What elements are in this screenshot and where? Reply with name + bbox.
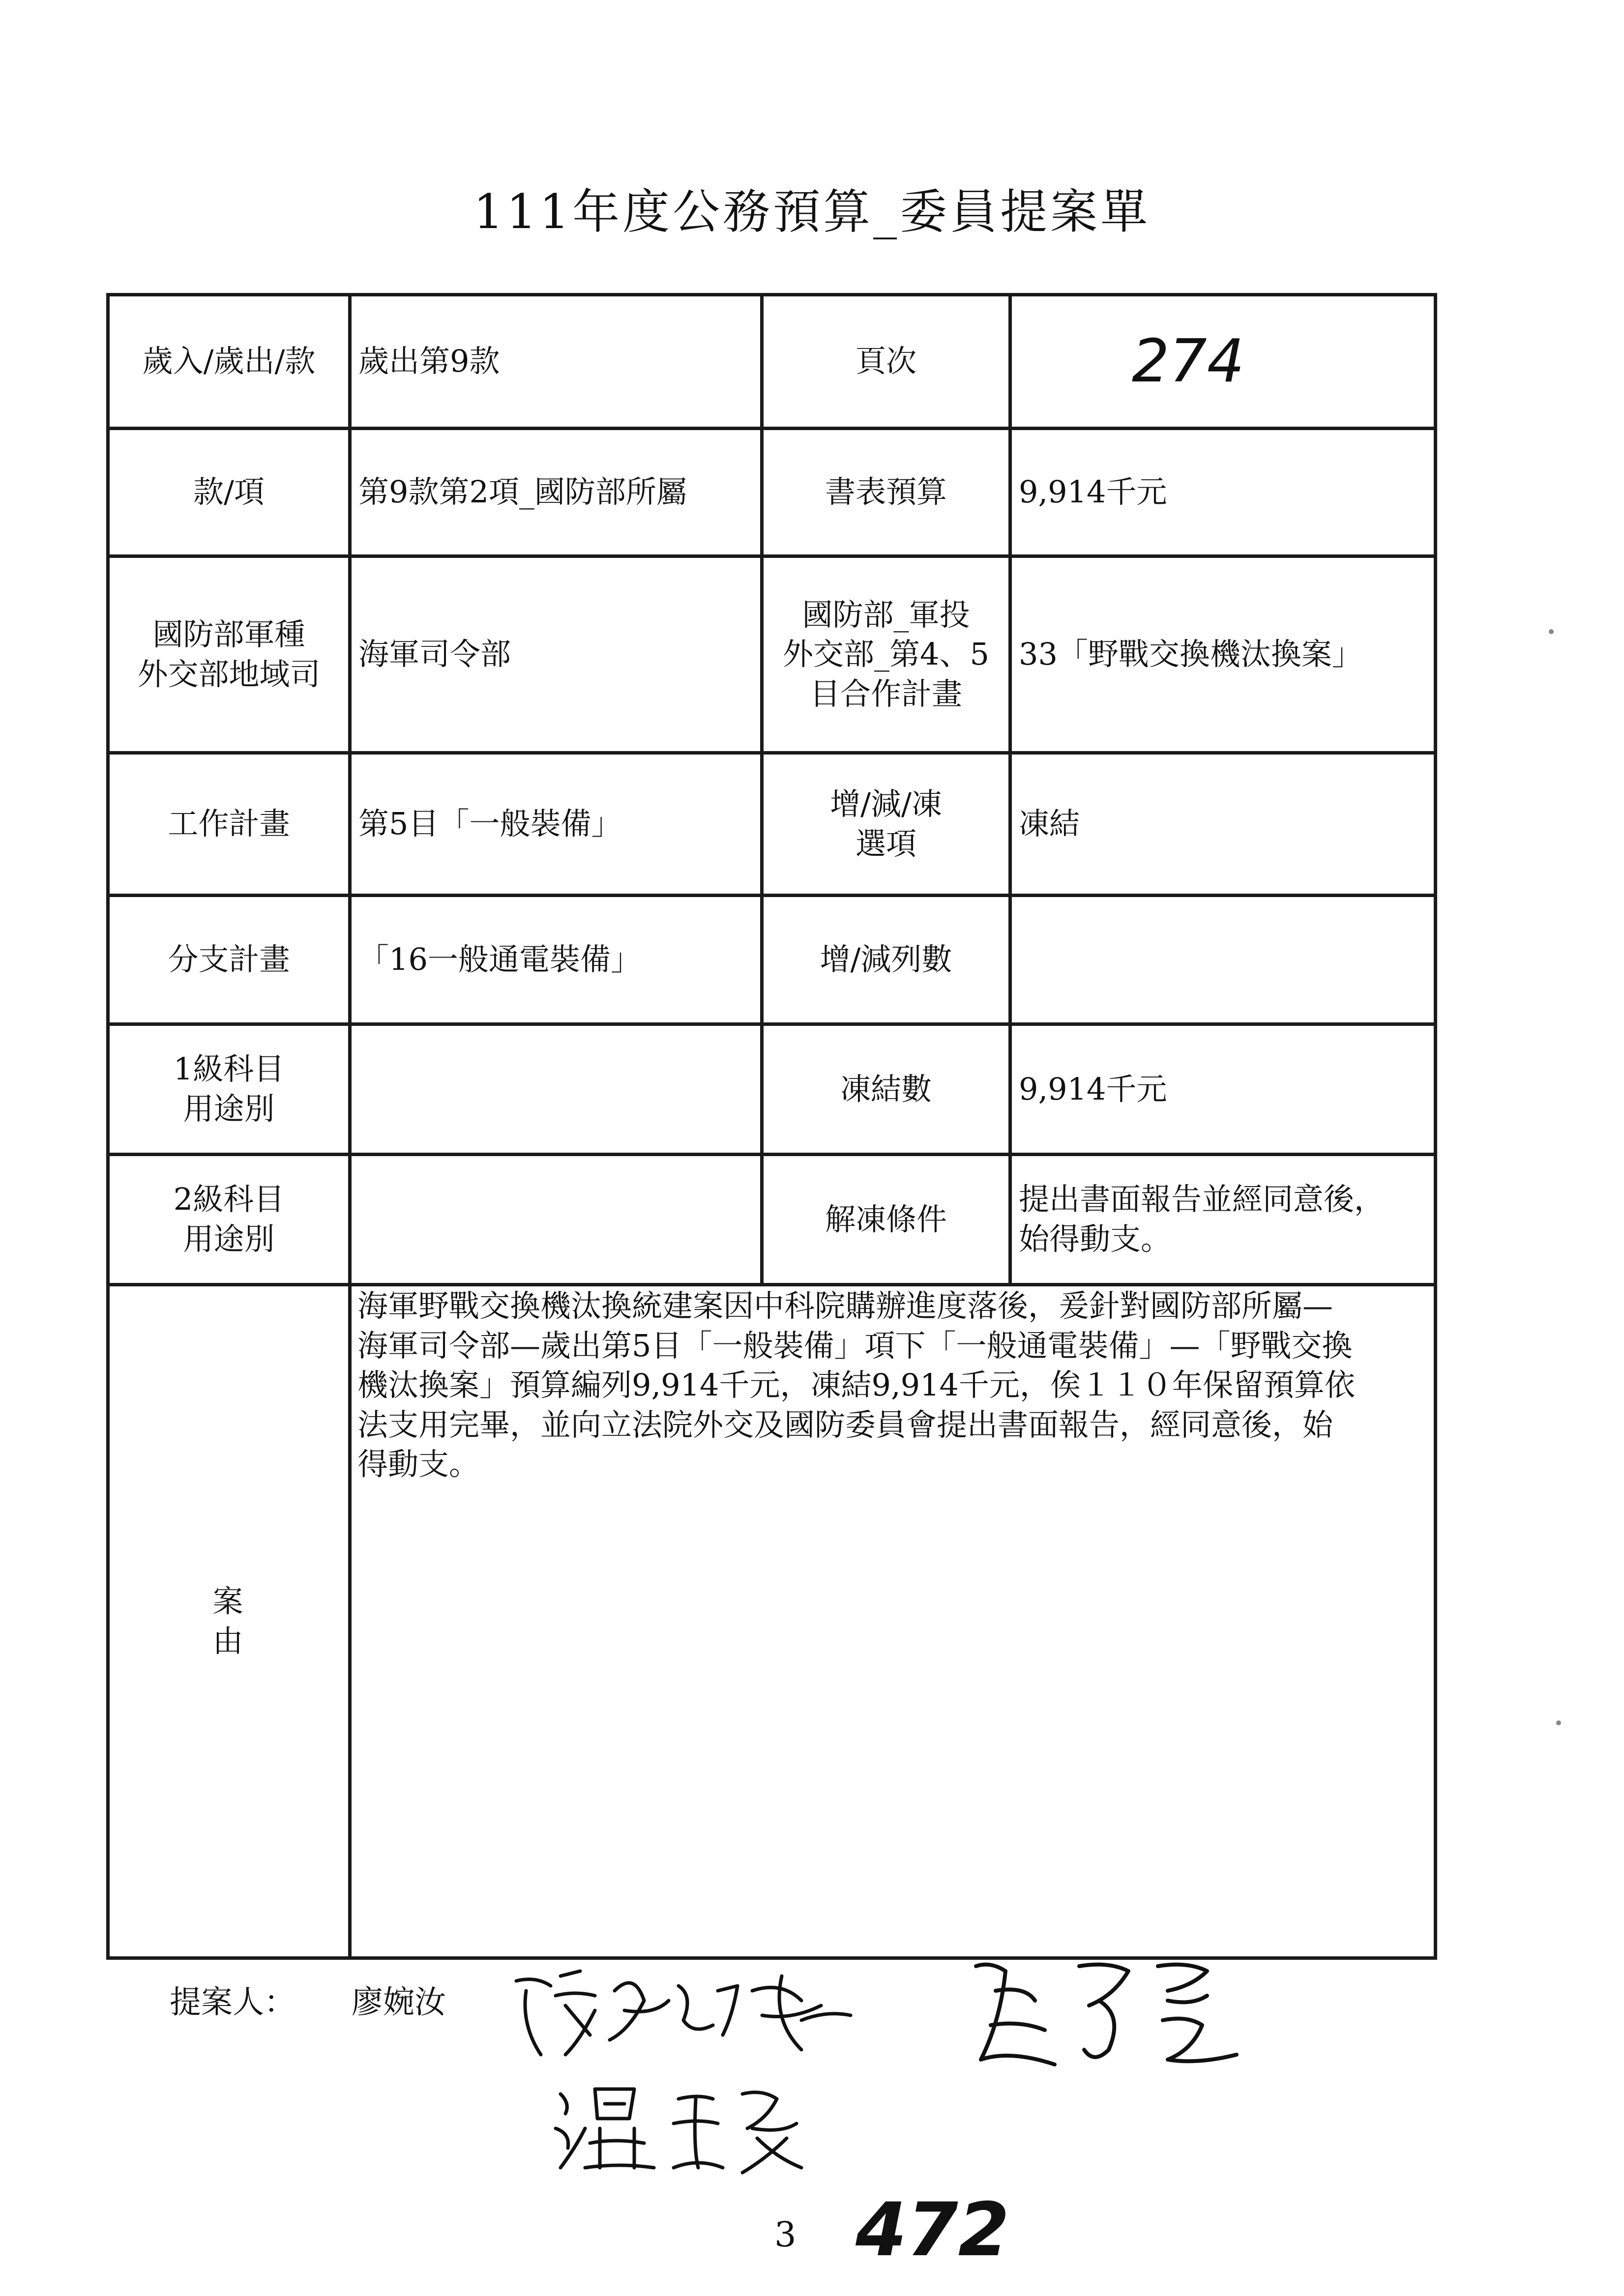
reason-line: 海軍野戰交換機汰換統建案因中科院購辦進度落後，爰針對國防部所屬—	[357, 1288, 1333, 1324]
field-value: 海軍司令部	[350, 556, 762, 753]
proposer-name: 廖婉汝	[352, 1984, 446, 2021]
reason-line: 海軍司令部—歲出第5目「一般裝備」項下「一般通電裝備」—「野戰交換	[357, 1327, 1353, 1364]
value-line: 始得動支。	[1019, 1221, 1172, 1257]
page-number: 3	[774, 2214, 797, 2255]
field-label: 增/減列數	[762, 896, 1010, 1024]
field-label: 款/項	[108, 429, 350, 556]
signature-3	[551, 2074, 816, 2182]
form-row	[108, 1155, 1436, 1285]
reason-line: 法支用完畢，並向立法院外交及國防委員會提出書面報告，經同意後，始	[357, 1406, 1333, 1443]
field-value: 9,914千元	[1010, 429, 1436, 556]
field-label: 歲入/歲出/款	[108, 295, 350, 429]
reason-label: 案由	[108, 1285, 350, 1958]
label-line: 國防部_軍投	[802, 596, 970, 633]
label-line: 外交部_第4、5	[783, 636, 989, 672]
field-label	[108, 556, 350, 753]
field-label: 凍結數	[762, 1024, 1010, 1155]
signature-2	[961, 1951, 1266, 2079]
handwritten-total: 472	[856, 2187, 1010, 2273]
form-row	[108, 556, 1436, 753]
field-label	[108, 1024, 350, 1155]
proposer-label: 提案人：	[170, 1984, 295, 2021]
field-label: 頁次	[762, 295, 1010, 429]
scan-speck	[1556, 1720, 1561, 1725]
form-row	[108, 896, 1436, 1024]
label-line: 增/減/凍	[830, 785, 942, 822]
field-label	[762, 753, 1010, 896]
form-row	[108, 1024, 1436, 1155]
label-line: 國防部軍種	[152, 616, 305, 652]
field-value: 「16一般通電裝備」	[350, 896, 762, 1024]
value-line: 提出書面報告並經同意後，	[1019, 1181, 1385, 1218]
label-line: 目合作計畫	[809, 675, 962, 712]
label-line: 用途別	[183, 1221, 275, 1257]
reason-text	[350, 1285, 1436, 1958]
field-label: 書表預算	[762, 429, 1010, 556]
field-value: 歲出第9款	[350, 295, 762, 429]
form-row	[108, 295, 1436, 429]
field-label: 工作計畫	[108, 753, 350, 896]
field-label	[762, 556, 1010, 753]
form-row	[108, 429, 1436, 556]
reason-line: 機汰換案」預算編列9,914千元，凍結9,914千元，俟１１０年保留預算依	[357, 1367, 1355, 1403]
field-value: 9,914千元	[1010, 1024, 1436, 1155]
reason-line: 得動支。	[357, 1446, 480, 1482]
field-value	[350, 1155, 762, 1285]
label-line: 選項	[855, 825, 916, 862]
field-value: 凍結	[1010, 753, 1436, 896]
label-line: 用途別	[183, 1091, 275, 1127]
form-row-reason	[108, 1285, 1436, 1958]
field-label: 分支計畫	[108, 896, 350, 1024]
label-line: 2級科目	[173, 1181, 285, 1218]
field-value	[1010, 1155, 1436, 1285]
field-label: 解凍條件	[762, 1155, 1010, 1285]
field-value: 第5目「一般裝備」	[350, 753, 762, 896]
proposal-form-table	[106, 293, 1437, 1960]
label-line: 1級科目	[173, 1051, 285, 1087]
field-value: 第9款第2項_國防部所屬	[350, 429, 762, 556]
scan-speck	[1549, 629, 1554, 634]
handwritten-page-number: 274	[1132, 327, 1245, 396]
field-label	[108, 1155, 350, 1285]
field-value: 33「野戰交換機汰換案」	[1010, 556, 1436, 753]
form-row	[108, 753, 1436, 896]
page-ref-handwritten	[1010, 295, 1436, 429]
field-value	[350, 1024, 762, 1155]
field-value	[1010, 896, 1436, 1024]
signature-1	[506, 1961, 860, 2069]
form-title: 111年度公務預算_委員提案單	[473, 184, 1151, 239]
label-line: 外交部地域司	[137, 656, 321, 692]
